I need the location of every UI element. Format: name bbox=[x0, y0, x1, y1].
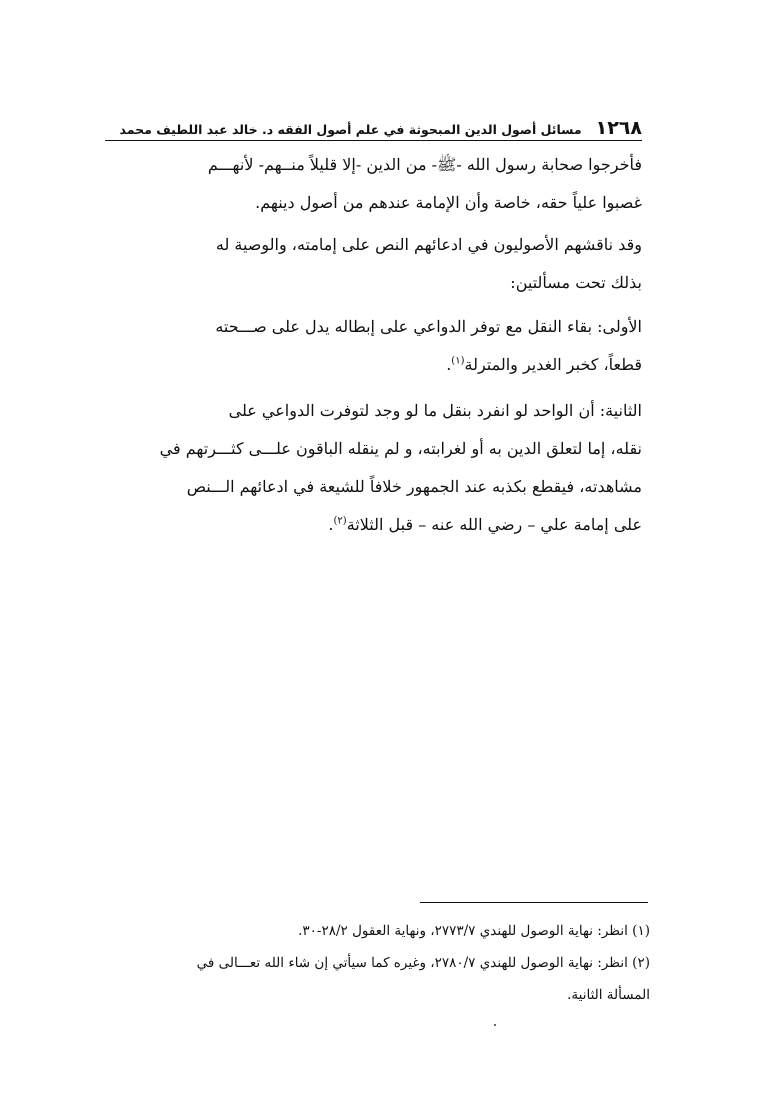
footnote-line: المسألة الثانية. bbox=[567, 987, 650, 1003]
text-line: مشاهدته، فيقطع بكذبه عند الجمهور خلافاً للشيعة في ادعائهم الـــنص bbox=[186, 477, 642, 496]
text-line: نقله، إما لتعلق الدين به أو لغرابته، و لم ينقله الباقون علـــى كثـــرتهم في bbox=[159, 439, 642, 458]
running-title: مسائل أصول الدين المبحوثة في علم أصول الفقه د. خالد عبد اللطيف محمد bbox=[119, 122, 582, 137]
page-header bbox=[119, 114, 642, 139]
line-end-punct: . bbox=[328, 515, 334, 534]
text-line: الأولى: بقاء النقل مع توفر الدواعي على إبطاله يدل على صـــحته bbox=[215, 317, 642, 336]
text-line-content: على إمامة علي – رضي الله عنه – قبل الثلاثة bbox=[346, 515, 642, 534]
footnote-2 bbox=[105, 947, 650, 1011]
scan-speck bbox=[494, 1024, 496, 1026]
line-end-punct: . bbox=[446, 355, 452, 374]
text-line: فأخرجوا صحابة رسول الله -ﷺ- من الدين -إلا قليلاً منــهم- لأنهـــم bbox=[207, 155, 642, 174]
text-line bbox=[105, 346, 642, 384]
text-line: بذلك تحت مسألتين: bbox=[510, 273, 642, 292]
page-number: ١٢٦٨ bbox=[595, 117, 642, 139]
text-line: غصبوا علياً حقه، خاصة وأن الإمامة عندهم من أصول دينهم. bbox=[255, 193, 642, 212]
main-text bbox=[105, 146, 642, 544]
paragraph-4 bbox=[105, 392, 642, 544]
footnote-divider bbox=[420, 902, 648, 903]
paragraph-3 bbox=[105, 308, 642, 384]
footnotes bbox=[105, 915, 650, 1011]
paragraph-1 bbox=[105, 146, 642, 222]
text-line-content: قطعاً، كخبر الغدير والمترلة bbox=[464, 355, 642, 374]
footnote-ref-1[interactable]: (١) bbox=[451, 355, 465, 367]
header-divider bbox=[105, 140, 642, 141]
footnote-line: (٢) انظر: نهاية الوصول للهندي ٢٧٨٠/٧، وغيره كما سيأتي إن شاء الله تعـــالى في bbox=[196, 955, 650, 971]
footnote-1 bbox=[105, 915, 650, 947]
text-line: وقد ناقشهم الأصوليون في ادعائهم النص على إمامته، والوصية له bbox=[215, 235, 642, 254]
footnote-line: (١) انظر: نهاية الوصول للهندي ٢٧٧٣/٧، ونهاية العقول ٢٨/٢-٣٠. bbox=[298, 923, 650, 939]
text-line bbox=[105, 506, 642, 544]
footnote-ref-2[interactable]: (٢) bbox=[333, 515, 347, 527]
text-line: الثانية: أن الواحد لو انفرد بنقل ما لو وجد لتوفرت الدواعي على bbox=[228, 401, 642, 420]
paragraph-2 bbox=[105, 226, 642, 302]
